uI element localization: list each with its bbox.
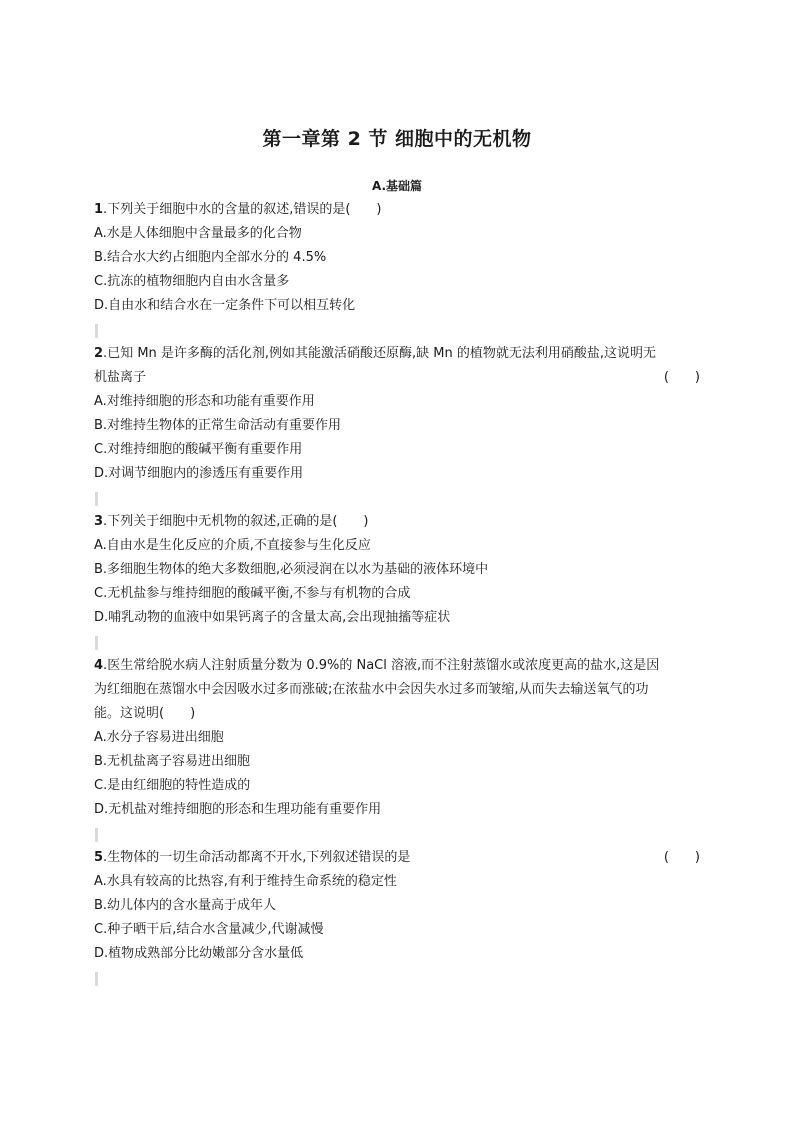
- option-d: D.哺乳动物的血液中如果钙离子的含量太高,会出现抽搐等症状: [94, 610, 451, 625]
- option-c: C.是由红细胞的特性造成的: [94, 778, 251, 793]
- question-number: 5: [94, 850, 104, 865]
- question-stem: 2.已知 Mn 是许多酶的活化剂,例如其能激活硝酸还原酶,缺 Mn 的植物就无法利用硝酸盐,这说明无: [94, 346, 657, 361]
- option-d: D.无机盐对维持细胞的形态和生理功能有重要作用: [94, 802, 382, 817]
- question-number: 2: [94, 346, 104, 361]
- answer-parenthesis: ( ): [663, 370, 700, 385]
- answer-parenthesis: ( ): [663, 850, 700, 865]
- question-number: 4: [94, 658, 104, 673]
- answer-area-marker: [95, 492, 98, 506]
- option-b: B.无机盐离子容易进出细胞: [94, 754, 251, 769]
- page-title: 第一章第 2 节 细胞中的无机物: [262, 128, 532, 150]
- question-number: 1: [94, 202, 104, 217]
- answer-area-marker: [95, 636, 98, 650]
- answer-area-marker: [95, 828, 98, 842]
- option-c: C.抗冻的植物细胞内自由水含量多: [94, 274, 290, 289]
- question-stem-continued: 机盐离子 ( ): [94, 366, 700, 390]
- option-a: A.水是人体细胞中含量最多的化合物: [94, 226, 302, 241]
- question-stem: 1.下列关于细胞中水的含量的叙述,错误的是( ): [94, 202, 382, 217]
- option-b: B.结合水大约占细胞内全部水分的 4.5%: [94, 250, 327, 265]
- answer-area-marker: [95, 324, 98, 338]
- option-d: D.植物成熟部分比幼嫩部分含水量低: [94, 946, 304, 961]
- question-number: 3: [94, 514, 104, 529]
- question-4: [94, 654, 700, 842]
- option-a: A.自由水是生化反应的介质,不直接参与生化反应: [94, 538, 371, 553]
- question-stem-continued: 为红细胞在蒸馏水中会因吸水过多而涨破;在浓盐水中会因失水过多而皱缩,从而失去输送氧气的功: [94, 682, 649, 697]
- option-a: A.水分子容易进出细胞: [94, 730, 224, 745]
- answer-area-marker: [95, 972, 98, 986]
- option-d: D.自由水和结合水在一定条件下可以相互转化: [94, 298, 356, 313]
- option-b: B.对维持生物体的正常生命活动有重要作用: [94, 418, 342, 433]
- section-heading: A.基础篇: [371, 179, 423, 193]
- question-3: [94, 510, 700, 650]
- question-5: [94, 846, 700, 986]
- question-1: [94, 198, 700, 338]
- option-b: B.多细胞生物体的绝大多数细胞,必须浸润在以水为基础的液体环境中: [94, 562, 489, 577]
- question-2: [94, 342, 700, 506]
- option-c: C.种子晒干后,结合水含量减少,代谢减慢: [94, 922, 324, 937]
- question-stem: 4.医生常给脱水病人注射质量分数为 0.9%的 NaCl 溶液,而不注射蒸馏水或浓度更高的盐水,这是因: [94, 658, 660, 673]
- question-stem-continued: 能。这说明( ): [94, 706, 196, 721]
- option-d: D.对调节细胞内的渗透压有重要作用: [94, 466, 304, 481]
- option-c: C.无机盐参与维持细胞的酸碱平衡,不参与有机物的合成: [94, 586, 411, 601]
- option-a: A.水具有较高的比热容,有利于维持生命系统的稳定性: [94, 874, 397, 889]
- option-a: A.对维持细胞的形态和功能有重要作用: [94, 394, 315, 409]
- question-stem: 5.生物体的一切生命活动都离不开水,下列叙述错误的是 ( ): [94, 846, 700, 870]
- option-b: B.幼儿体内的含水量高于成年人: [94, 898, 277, 913]
- question-stem: 3.下列关于细胞中无机物的叙述,正确的是( ): [94, 514, 369, 529]
- option-c: C.对维持细胞的酸碱平衡有重要作用: [94, 442, 303, 457]
